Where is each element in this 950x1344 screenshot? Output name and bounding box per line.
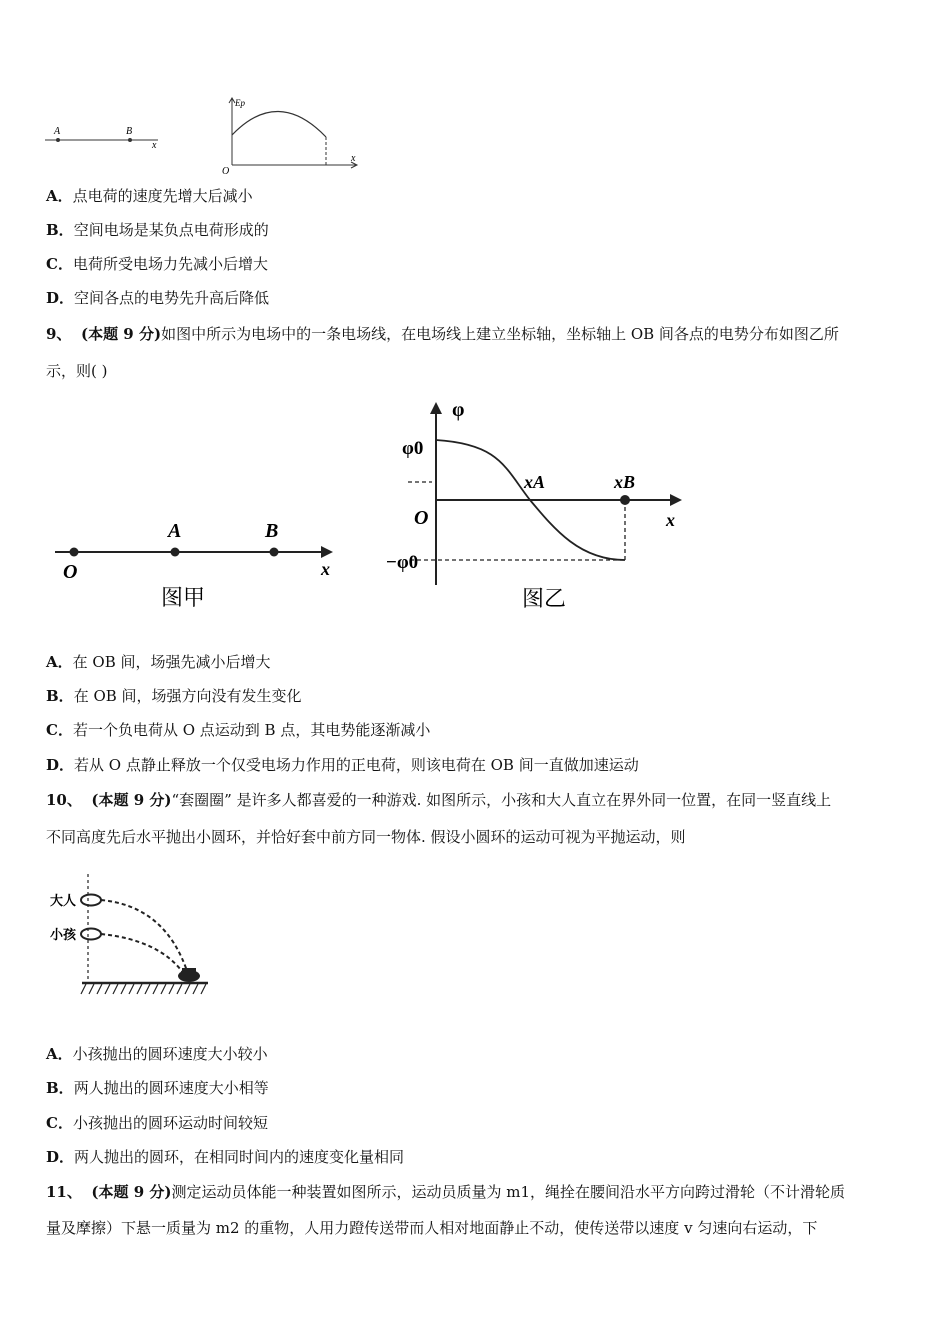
q10-option-c[interactable]: C．小孩抛出的圆环运动时间较短 — [46, 1114, 268, 1132]
figure-ring-toss — [48, 870, 218, 1005]
label-origin: O — [414, 507, 429, 529]
label-child: 小孩 — [50, 927, 77, 942]
label-phi0: φ0 — [402, 438, 424, 459]
label-phi: φ — [452, 399, 465, 421]
q9-stem-line2: 示，则( ) — [46, 362, 108, 380]
q10-option-d[interactable]: D．两人抛出的圆环，在相同时间内的速度变化量相同 — [46, 1148, 405, 1166]
q8-option-b[interactable]: B．空间电场是某负点电荷形成的 — [46, 221, 269, 239]
figure-line-ab — [40, 120, 170, 160]
caption-jia: 图甲 — [161, 585, 206, 610]
q10-option-a[interactable]: A．小孩抛出的圆环速度大小较小 — [46, 1045, 268, 1063]
figure-yi — [386, 399, 710, 615]
caption-yi: 图乙 — [522, 586, 567, 611]
label-origin: O — [222, 166, 230, 177]
label-a: A — [168, 520, 182, 542]
label-x: x — [152, 140, 157, 151]
label-xa: xA — [524, 472, 546, 492]
label-o: O — [63, 561, 78, 583]
figure-jia — [55, 515, 345, 615]
label-xb: xB — [614, 472, 636, 492]
label-b: B — [126, 126, 133, 137]
q11-stem-line2: 量及摩擦）下悬一质量为 m2 的重物，人用力蹬传送带而人相对地面静止不动，使传送带以速度 v 匀速向右运动，下 — [46, 1219, 818, 1237]
q10-stem-line2: 不同高度先后水平抛出小圆环，并恰好套中前方同一物体. 假设小圆环的运动可视为平抛运动，则 — [46, 828, 686, 846]
q9-option-c[interactable]: C．若一个负电荷从 O 点运动到 B 点，其电势能逐渐减小 — [46, 721, 431, 739]
q9-stem-line1: 9、 (本题 9 分)如图中所示为电场中的一条电场线，在电场线上建立坐标轴，坐标轴上 OB 间各点的电势分布如图乙所 — [46, 325, 839, 343]
q10-stem-line1: 10、 (本题 9 分)“套圈圈” 是许多人都喜爱的一种游戏. 如图所示，小孩和大人直立在界外同一位置，在同一竖直线上 — [46, 791, 832, 809]
label-a: A — [54, 126, 61, 137]
q8-option-c[interactable]: C．电荷所受电场力先减小后增大 — [46, 255, 268, 273]
label-b: B — [265, 520, 279, 542]
q8-option-a[interactable]: A．点电荷的速度先增大后减小 — [46, 187, 253, 205]
label-x: x — [666, 510, 675, 530]
q8-option-d[interactable]: D．空间各点的电势先升高后降低 — [46, 289, 270, 307]
label-x: x — [321, 559, 330, 579]
q10-option-b[interactable]: B．两人抛出的圆环速度大小相等 — [46, 1079, 269, 1097]
label-ep: Ep — [235, 98, 245, 108]
label-adult: 大人 — [50, 893, 77, 908]
label-neg-phi0: −φ0 — [386, 552, 419, 573]
figure-ep-graph — [220, 95, 370, 175]
q11-stem-line1: 11、 (本题 9 分)测定运动员体能一种装置如图所示，运动员质量为 m1，绳拴在腰间沿水平方向跨过滑轮（不计滑轮质 — [46, 1183, 846, 1201]
q9-option-b[interactable]: B．在 OB 间，场强方向没有发生变化 — [46, 687, 302, 705]
q9-option-d[interactable]: D．若从 O 点静止释放一个仅受电场力作用的正电荷，则该电荷在 OB 间一直做加速运动 — [46, 756, 639, 774]
q9-option-a[interactable]: A．在 OB 间，场强先减小后增大 — [46, 653, 271, 671]
label-x: x — [351, 153, 356, 164]
